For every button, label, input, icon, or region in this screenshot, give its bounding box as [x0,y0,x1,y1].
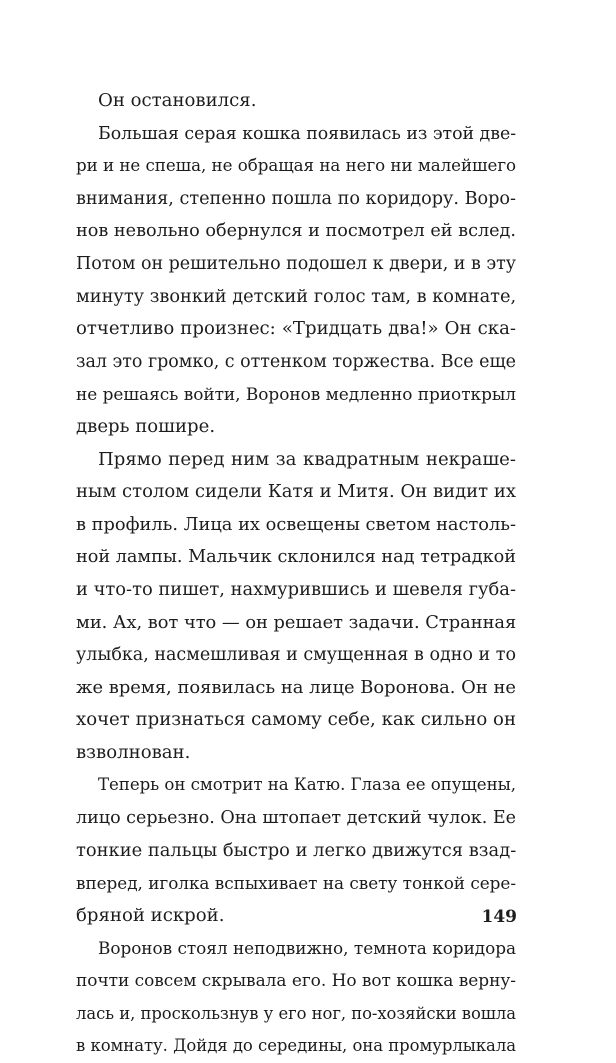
text-line: взволнован. [76,741,191,763]
text-line: Прямо перед ним за квадратным некраше- [98,448,516,470]
text-line: отчетливо произнес: «Тридцать два!» Он ска- [76,318,516,340]
text-line: Он остановился. [98,90,257,111]
text-line: и что-то пишет, нахмурившись и шевеля губа- [76,578,516,600]
text-line: же время, появилась на лице Воронова. Он не [76,676,516,698]
text-line: почти совсем скрывала его. Но вот кошка верну- [76,971,516,992]
text-line: ной лампы. Мальчик склонился над тетрадкой [76,547,516,568]
text-line: Большая серая кошка появилась из этой две- [98,123,517,144]
text-line: в комнату. Дойдя до середины, она промурлыкала [76,1036,516,1056]
text-line: хочет признаться самому себе, как сильно он [76,709,516,731]
text-line: улыбка, насмешливая и смущенная в одно и то [76,645,516,666]
text-line: вперед, иголка вспыхивает на свету тонкой сере- [76,873,516,894]
page-number: 149 [481,907,517,927]
text-line: зал это громко, с оттенком торжества. Все еще [76,351,516,372]
text-line: не решаясь войти, Воронов медленно приоткрыл [76,384,516,405]
text-line: нов невольно обернулся и посмотрел ей вслед. [76,221,516,242]
text-line: лась и, проскользнув у его ног, по-хозяйски вошла [76,1003,516,1023]
text-line: дверь пошире. [76,415,216,437]
page-text-block [76,85,517,1063]
text-line: ми. Ах, вот что — он решает задачи. Странная [76,611,517,633]
text-line: тонкие пальцы быстро и легко движутся взад- [76,839,517,861]
paragraph-3 [76,444,517,770]
text-line: лицо серьезно. Она штопает детский чулок. Ее [76,808,516,829]
paragraph-2 [76,118,517,444]
text-line: ным столом сидели Катя и Митя. Он видит их [76,481,516,503]
text-line: минуту звонкий детский голос там, в комнате, [76,286,517,307]
paragraph-4 [76,769,517,932]
text-line: внимания, степенно пошла по коридору. Воро- [76,188,516,209]
text-line: Теперь он смотрит на Катю. Глаза ее опущены, [98,775,516,795]
paragraph-5 [76,932,516,1062]
text-line: ри и не спеша, не обращая на него ни малейшего [76,156,516,176]
text-line: бряной искрой. [76,904,225,926]
text-line: Воронов стоял неподвижно, темнота коридора [98,938,516,959]
text-line: в профиль. Лица их освещены светом настоль- [76,513,516,535]
paragraph-1 [98,85,516,118]
text-line: Потом он решительно подошел к двери, и в эту [76,253,516,274]
